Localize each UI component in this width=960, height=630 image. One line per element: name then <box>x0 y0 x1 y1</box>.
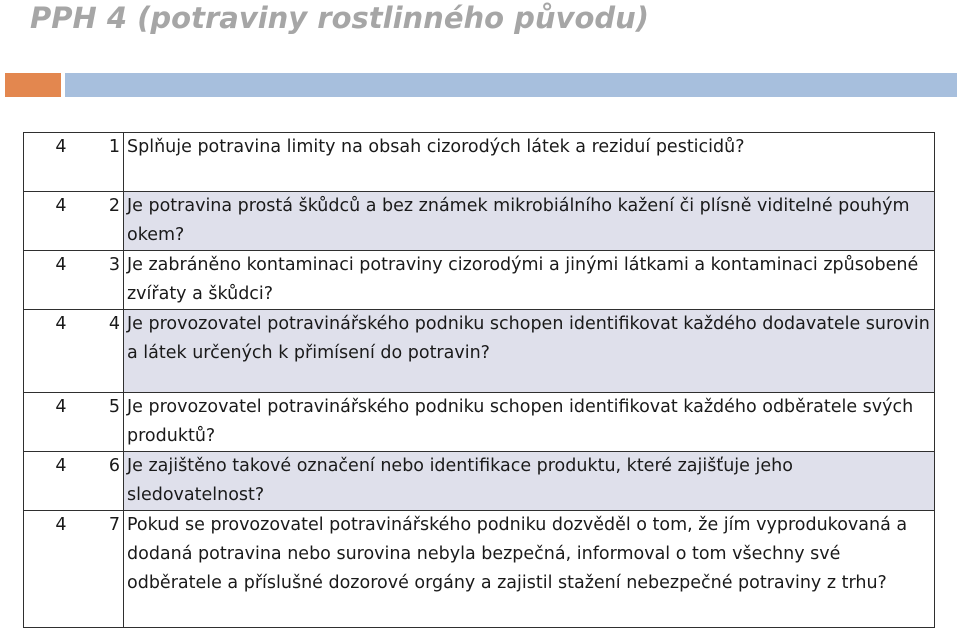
question-number: 4 <box>70 310 124 393</box>
question-text: Je provozovatel potravinářského podniku schopen identifikovat každého odběratele svých produktů? <box>124 393 935 452</box>
question-number: 6 <box>70 452 124 511</box>
table-row <box>24 393 935 452</box>
accent-bar-blue <box>65 73 957 97</box>
question-text: Je potravina prostá škůdců a bez známek mikrobiálního kažení či plísně viditelné pouhým okem? <box>124 192 935 251</box>
question-number: 2 <box>70 192 124 251</box>
section-number: 4 <box>24 133 70 192</box>
question-text: Je zajištěno takové označení nebo identifikace produktu, které zajišťuje jeho sledovatelnost? <box>124 452 935 511</box>
question-text: Je zabráněno kontaminaci potraviny cizorodými a jinými látkami a kontaminaci způsobené zvířaty a škůdci? <box>124 251 935 310</box>
question-number: 3 <box>70 251 124 310</box>
question-number: 1 <box>70 133 124 192</box>
table-row <box>24 192 935 251</box>
question-text: Splňuje potravina limity na obsah cizorodých látek a reziduí pesticidů? <box>124 133 935 192</box>
section-number: 4 <box>24 511 70 628</box>
table-row <box>24 133 935 192</box>
question-text: Pokud se provozovatel potravinářského podniku dozvěděl o tom, že jím vyprodukovaná a dodaná potravina nebo surovina nebyla bezpečná, informoval o tom všechny své odběratele a příslušné dozorové orgány a zajistil stažení nebezpečné potraviny z trhu? <box>124 511 935 628</box>
table-row <box>24 452 935 511</box>
question-number: 7 <box>70 511 124 628</box>
section-number: 4 <box>24 393 70 452</box>
question-number: 5 <box>70 393 124 452</box>
question-text: Je provozovatel potravinářského podniku schopen identifikovat každého dodavatele surovin a látek určených k přimísení do potravin? <box>124 310 935 393</box>
checklist-table <box>23 132 935 628</box>
section-number: 4 <box>24 251 70 310</box>
table-row <box>24 251 935 310</box>
accent-bar-orange <box>5 73 61 97</box>
section-number: 4 <box>24 452 70 511</box>
page-title: PPH 4 (potraviny rostlinného původu) <box>30 1 650 35</box>
section-number: 4 <box>24 310 70 393</box>
table-row <box>24 310 935 393</box>
section-number: 4 <box>24 192 70 251</box>
table-row <box>24 511 935 628</box>
